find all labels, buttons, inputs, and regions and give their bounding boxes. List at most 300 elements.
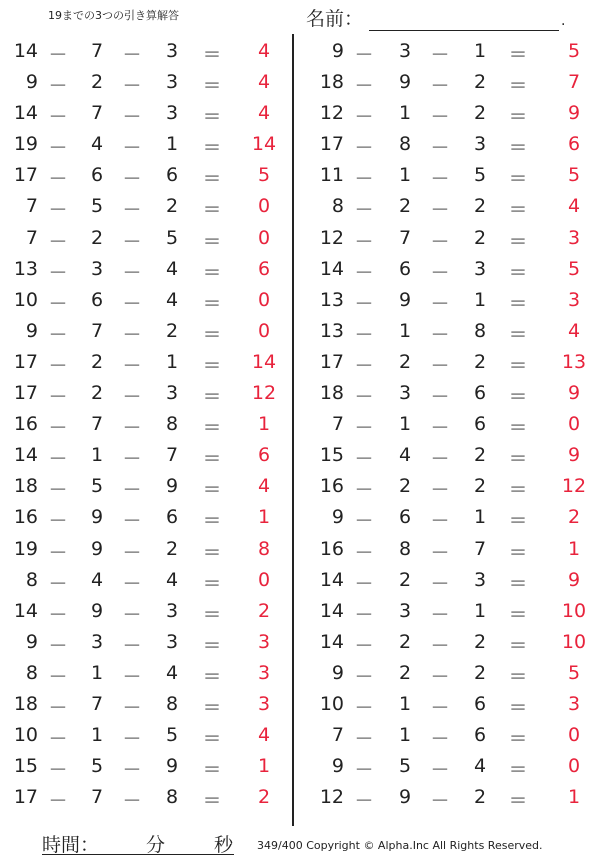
subtrahend-1: 1 [90, 444, 104, 467]
subtrahend-1: 6 [90, 164, 104, 187]
minus-sign: － [354, 510, 374, 533]
minus-sign: － [48, 634, 68, 657]
equals-sign: ＝ [202, 44, 222, 66]
minus-sign: － [430, 137, 450, 160]
seconds-label: 秒 [214, 834, 234, 856]
answer: 9 [567, 382, 581, 405]
name-dot: . [561, 13, 566, 29]
subtrahend-1: 3 [398, 40, 412, 62]
minuend: 17 [13, 786, 38, 809]
equals-sign: ＝ [202, 354, 222, 377]
answer: 1 [567, 537, 581, 560]
minus-sign: － [48, 292, 68, 315]
answer: 5 [257, 164, 271, 187]
minus-sign: － [122, 759, 142, 782]
equals-sign: ＝ [202, 168, 222, 191]
minuend: 13 [319, 288, 344, 311]
subtrahend-1: 9 [90, 537, 104, 560]
answer: 4 [257, 71, 271, 94]
subtrahend-1: 7 [90, 692, 104, 715]
minus-sign: － [48, 510, 68, 533]
minus-sign: － [122, 261, 142, 284]
minus-sign: － [354, 448, 374, 471]
minuend: 14 [13, 444, 38, 467]
subtrahend-1: 2 [398, 475, 412, 498]
minuend: 9 [331, 506, 344, 529]
minuend: 8 [331, 195, 344, 218]
subtrahend-1: 6 [90, 288, 104, 311]
minuend: 8 [25, 568, 38, 591]
subtrahend-2: 4 [165, 288, 179, 311]
subtrahend-2: 8 [165, 692, 179, 715]
minus-sign: － [354, 759, 374, 782]
minus-sign: － [430, 44, 450, 66]
minuend: 14 [319, 630, 344, 653]
time-label: 時間： [42, 834, 100, 856]
subtrahend-1: 1 [398, 413, 412, 436]
answer: 3 [567, 226, 581, 249]
answer: 8 [257, 537, 271, 560]
minus-sign: － [122, 572, 142, 595]
subtrahend-1: 2 [398, 630, 412, 653]
subtrahend-1: 7 [398, 226, 412, 249]
equals-sign: ＝ [202, 541, 222, 564]
subtrahend-1: 6 [398, 257, 412, 280]
minus-sign: － [430, 728, 450, 751]
subtrahend-1: 2 [90, 350, 104, 373]
subtrahend-2: 2 [473, 786, 487, 809]
minus-sign: － [48, 790, 68, 813]
answer: 12 [251, 382, 277, 405]
answer: 0 [257, 319, 271, 342]
minus-sign: － [48, 541, 68, 564]
minus-sign: － [430, 572, 450, 595]
minus-sign: － [48, 417, 68, 440]
minus-sign: － [430, 199, 450, 222]
minus-sign: － [122, 75, 142, 98]
subtrahend-2: 2 [473, 195, 487, 218]
minus-sign: － [430, 541, 450, 564]
minuend: 7 [331, 724, 344, 747]
subtrahend-2: 2 [473, 661, 487, 684]
answer: 12 [561, 475, 587, 498]
subtrahend-2: 8 [473, 319, 487, 342]
subtrahend-2: 6 [473, 692, 487, 715]
minus-sign: － [122, 541, 142, 564]
minus-sign: － [122, 790, 142, 813]
column-divider [292, 34, 294, 826]
minus-sign: － [354, 603, 374, 626]
subtrahend-2: 1 [473, 288, 487, 311]
subtrahend-1: 9 [398, 71, 412, 94]
minuend: 10 [13, 724, 38, 747]
minus-sign: － [430, 75, 450, 98]
subtrahend-2: 8 [165, 413, 179, 436]
minus-sign: － [48, 448, 68, 471]
minuend: 16 [13, 413, 38, 436]
minus-sign: － [48, 386, 68, 409]
subtrahend-2: 6 [165, 164, 179, 187]
answer: 13 [561, 350, 587, 373]
subtrahend-2: 6 [473, 382, 487, 405]
minuend: 9 [331, 661, 344, 684]
subtrahend-2: 3 [473, 133, 487, 156]
minuend: 17 [319, 350, 344, 373]
answer: 0 [257, 195, 271, 218]
minus-sign: － [430, 665, 450, 688]
equals-sign: ＝ [202, 137, 222, 160]
subtrahend-1: 9 [398, 786, 412, 809]
minus-sign: － [354, 323, 374, 346]
answer: 1 [257, 506, 271, 529]
minus-sign: － [354, 386, 374, 409]
minus-sign: － [48, 603, 68, 626]
subtrahend-2: 2 [473, 444, 487, 467]
answer: 10 [561, 630, 587, 653]
subtrahend-2: 7 [473, 537, 487, 560]
answer: 2 [257, 786, 271, 809]
answer: 2 [567, 506, 581, 529]
equals-sign: ＝ [508, 106, 528, 129]
subtrahend-2: 3 [165, 40, 179, 62]
equals-sign: ＝ [508, 137, 528, 160]
minus-sign: － [354, 417, 374, 440]
answer: 6 [567, 133, 581, 156]
subtrahend-2: 7 [165, 444, 179, 467]
subtrahend-2: 1 [165, 350, 179, 373]
subtrahend-2: 2 [165, 319, 179, 342]
answer: 14 [251, 133, 277, 156]
minus-sign: － [48, 728, 68, 751]
equals-sign: ＝ [508, 759, 528, 782]
subtrahend-2: 5 [165, 226, 179, 249]
equals-sign: ＝ [508, 323, 528, 346]
minuend: 8 [25, 661, 38, 684]
minuend: 18 [319, 71, 344, 94]
minus-sign: － [122, 44, 142, 66]
subtrahend-2: 8 [165, 786, 179, 809]
subtrahend-1: 9 [90, 599, 104, 622]
minuend: 14 [319, 257, 344, 280]
minus-sign: － [122, 603, 142, 626]
answer: 5 [567, 164, 581, 187]
minus-sign: － [430, 230, 450, 253]
equals-sign: ＝ [202, 261, 222, 284]
subtrahend-1: 1 [398, 724, 412, 747]
minuend: 12 [319, 226, 344, 249]
equals-sign: ＝ [508, 479, 528, 502]
equals-sign: ＝ [508, 292, 528, 315]
subtrahend-1: 4 [90, 133, 104, 156]
minus-sign: － [354, 137, 374, 160]
minus-sign: － [430, 106, 450, 129]
answer: 5 [567, 40, 581, 62]
minus-sign: － [430, 417, 450, 440]
subtrahend-1: 1 [398, 164, 412, 187]
minuend: 18 [319, 382, 344, 405]
answer: 1 [567, 786, 581, 809]
minus-sign: － [122, 323, 142, 346]
minus-sign: － [122, 634, 142, 657]
subtrahend-1: 5 [398, 755, 412, 778]
minus-sign: － [122, 386, 142, 409]
subtrahend-1: 2 [90, 226, 104, 249]
minus-sign: － [354, 634, 374, 657]
subtrahend-2: 1 [165, 133, 179, 156]
equals-sign: ＝ [202, 759, 222, 782]
answer: 3 [567, 692, 581, 715]
minus-sign: － [48, 106, 68, 129]
subtrahend-1: 7 [90, 786, 104, 809]
subtrahend-1: 5 [90, 755, 104, 778]
minus-sign: － [122, 230, 142, 253]
minus-sign: － [48, 323, 68, 346]
subtrahend-2: 2 [473, 350, 487, 373]
copyright-text: 349/400 Copyright © Alpha.Inc All Rights Reserved. [257, 839, 543, 852]
equals-sign: ＝ [202, 230, 222, 253]
minuend: 16 [319, 475, 344, 498]
minus-sign: － [122, 696, 142, 719]
minus-sign: － [48, 75, 68, 98]
subtrahend-2: 6 [165, 506, 179, 529]
subtrahend-1: 7 [90, 319, 104, 342]
equals-sign: ＝ [202, 323, 222, 346]
minuend: 12 [319, 786, 344, 809]
minus-sign: － [48, 230, 68, 253]
minuend: 11 [319, 164, 344, 187]
worksheet-title: 19までの3つの引き算解答 [48, 9, 179, 22]
minus-sign: － [354, 168, 374, 191]
minuend: 15 [319, 444, 344, 467]
subtrahend-1: 3 [398, 382, 412, 405]
subtrahend-2: 3 [165, 382, 179, 405]
equals-sign: ＝ [202, 634, 222, 657]
equals-sign: ＝ [508, 386, 528, 409]
subtrahend-2: 9 [165, 755, 179, 778]
answer: 6 [257, 257, 271, 280]
answer: 3 [257, 692, 271, 715]
equals-sign: ＝ [508, 448, 528, 471]
answer: 10 [561, 599, 587, 622]
minus-sign: － [354, 44, 374, 66]
minuend: 17 [319, 133, 344, 156]
name-field [306, 4, 565, 31]
subtrahend-2: 3 [165, 630, 179, 653]
subtrahend-1: 5 [90, 475, 104, 498]
minus-sign: － [430, 168, 450, 191]
minuend: 15 [13, 755, 38, 778]
minus-sign: － [354, 541, 374, 564]
subtrahend-2: 4 [165, 568, 179, 591]
minus-sign: － [430, 696, 450, 719]
subtrahend-1: 9 [90, 506, 104, 529]
minus-sign: － [354, 728, 374, 751]
answer: 0 [257, 568, 271, 591]
equals-sign: ＝ [508, 603, 528, 626]
subtrahend-2: 4 [165, 257, 179, 280]
equals-sign: ＝ [508, 541, 528, 564]
subtrahend-1: 8 [398, 133, 412, 156]
minus-sign: － [122, 106, 142, 129]
answer: 4 [567, 195, 581, 218]
subtrahend-1: 2 [90, 382, 104, 405]
time-field [42, 830, 234, 855]
subtrahend-1: 3 [90, 630, 104, 653]
subtrahend-2: 2 [165, 537, 179, 560]
answer: 6 [257, 444, 271, 467]
answer: 4 [257, 724, 271, 747]
minus-sign: － [430, 510, 450, 533]
minuend: 14 [319, 599, 344, 622]
minuend: 9 [331, 40, 344, 62]
subtrahend-1: 2 [398, 661, 412, 684]
subtrahend-1: 7 [90, 413, 104, 436]
minuend: 9 [25, 319, 38, 342]
minus-sign: － [354, 479, 374, 502]
minuend: 19 [13, 537, 38, 560]
equals-sign: ＝ [508, 354, 528, 377]
minuend: 16 [319, 537, 344, 560]
minuend: 7 [25, 226, 38, 249]
minus-sign: － [48, 665, 68, 688]
minus-sign: － [48, 199, 68, 222]
minuend: 18 [13, 692, 38, 715]
minuend: 7 [331, 413, 344, 436]
subtrahend-2: 3 [165, 71, 179, 94]
minus-sign: － [354, 230, 374, 253]
subtrahend-1: 4 [398, 444, 412, 467]
subtrahend-1: 9 [398, 288, 412, 311]
minus-sign: － [122, 168, 142, 191]
subtrahend-2: 5 [473, 164, 487, 187]
minus-sign: － [430, 603, 450, 626]
subtrahend-2: 2 [473, 630, 487, 653]
subtrahend-1: 7 [90, 102, 104, 125]
subtrahend-1: 2 [398, 350, 412, 373]
answer: 9 [567, 444, 581, 467]
minus-sign: － [122, 665, 142, 688]
minuend: 9 [25, 630, 38, 653]
subtrahend-2: 3 [473, 568, 487, 591]
minus-sign: － [122, 292, 142, 315]
minus-sign: － [354, 696, 374, 719]
equals-sign: ＝ [202, 510, 222, 533]
minus-sign: － [48, 261, 68, 284]
minus-sign: － [122, 728, 142, 751]
minus-sign: － [122, 417, 142, 440]
subtrahend-2: 3 [165, 102, 179, 125]
subtrahend-1: 1 [398, 102, 412, 125]
subtrahend-2: 3 [473, 257, 487, 280]
subtrahend-1: 6 [398, 506, 412, 529]
subtrahend-1: 1 [398, 692, 412, 715]
subtrahend-1: 5 [90, 195, 104, 218]
name-label: 名前： [306, 8, 364, 30]
minuend: 18 [13, 475, 38, 498]
equals-sign: ＝ [508, 728, 528, 751]
equals-sign: ＝ [202, 790, 222, 813]
equals-sign: ＝ [202, 199, 222, 222]
minus-sign: － [430, 323, 450, 346]
minutes-label: 分 [146, 834, 166, 856]
answer: 5 [567, 661, 581, 684]
answer: 3 [567, 288, 581, 311]
answer: 3 [257, 661, 271, 684]
answer: 1 [257, 755, 271, 778]
minus-sign: － [354, 354, 374, 377]
minuend: 14 [13, 599, 38, 622]
minus-sign: － [354, 572, 374, 595]
equals-sign: ＝ [508, 230, 528, 253]
subtrahend-2: 2 [473, 226, 487, 249]
minuend: 7 [25, 195, 38, 218]
minuend: 14 [13, 40, 38, 62]
answer: 1 [257, 413, 271, 436]
subtrahend-2: 9 [165, 475, 179, 498]
subtrahend-2: 6 [473, 724, 487, 747]
minus-sign: － [122, 199, 142, 222]
answer: 2 [257, 599, 271, 622]
equals-sign: ＝ [508, 261, 528, 284]
minuend: 17 [13, 164, 38, 187]
minus-sign: － [430, 354, 450, 377]
minus-sign: － [354, 106, 374, 129]
minus-sign: － [354, 261, 374, 284]
minus-sign: － [354, 75, 374, 98]
minus-sign: － [430, 479, 450, 502]
subtrahend-2: 1 [473, 599, 487, 622]
equals-sign: ＝ [202, 572, 222, 595]
name-blank-line [369, 14, 559, 31]
subtrahend-2: 4 [165, 661, 179, 684]
minuend: 13 [319, 319, 344, 342]
answer: 4 [257, 40, 271, 62]
subtrahend-1: 7 [90, 40, 104, 62]
equals-sign: ＝ [202, 728, 222, 751]
equals-sign: ＝ [508, 199, 528, 222]
minus-sign: － [354, 199, 374, 222]
minus-sign: － [354, 665, 374, 688]
answer: 0 [257, 288, 271, 311]
minus-sign: － [122, 479, 142, 502]
answer: 0 [257, 226, 271, 249]
subtrahend-2: 1 [473, 40, 487, 62]
answer: 3 [257, 630, 271, 653]
subtrahend-1: 1 [398, 319, 412, 342]
equals-sign: ＝ [508, 634, 528, 657]
subtrahend-1: 2 [398, 568, 412, 591]
answer: 7 [567, 71, 581, 94]
subtrahend-2: 4 [473, 755, 487, 778]
minus-sign: － [430, 634, 450, 657]
minus-sign: － [48, 137, 68, 160]
minus-sign: － [48, 572, 68, 595]
equals-sign: ＝ [508, 510, 528, 533]
subtrahend-2: 6 [473, 413, 487, 436]
subtrahend-1: 1 [90, 661, 104, 684]
equals-sign: ＝ [202, 479, 222, 502]
subtrahend-1: 4 [90, 568, 104, 591]
minus-sign: － [354, 292, 374, 315]
subtrahend-2: 3 [165, 599, 179, 622]
answer: 0 [567, 755, 581, 778]
minuend: 14 [319, 568, 344, 591]
equals-sign: ＝ [202, 448, 222, 471]
minuend: 9 [331, 755, 344, 778]
subtrahend-1: 3 [90, 257, 104, 280]
equals-sign: ＝ [508, 572, 528, 595]
subtrahend-1: 2 [398, 195, 412, 218]
